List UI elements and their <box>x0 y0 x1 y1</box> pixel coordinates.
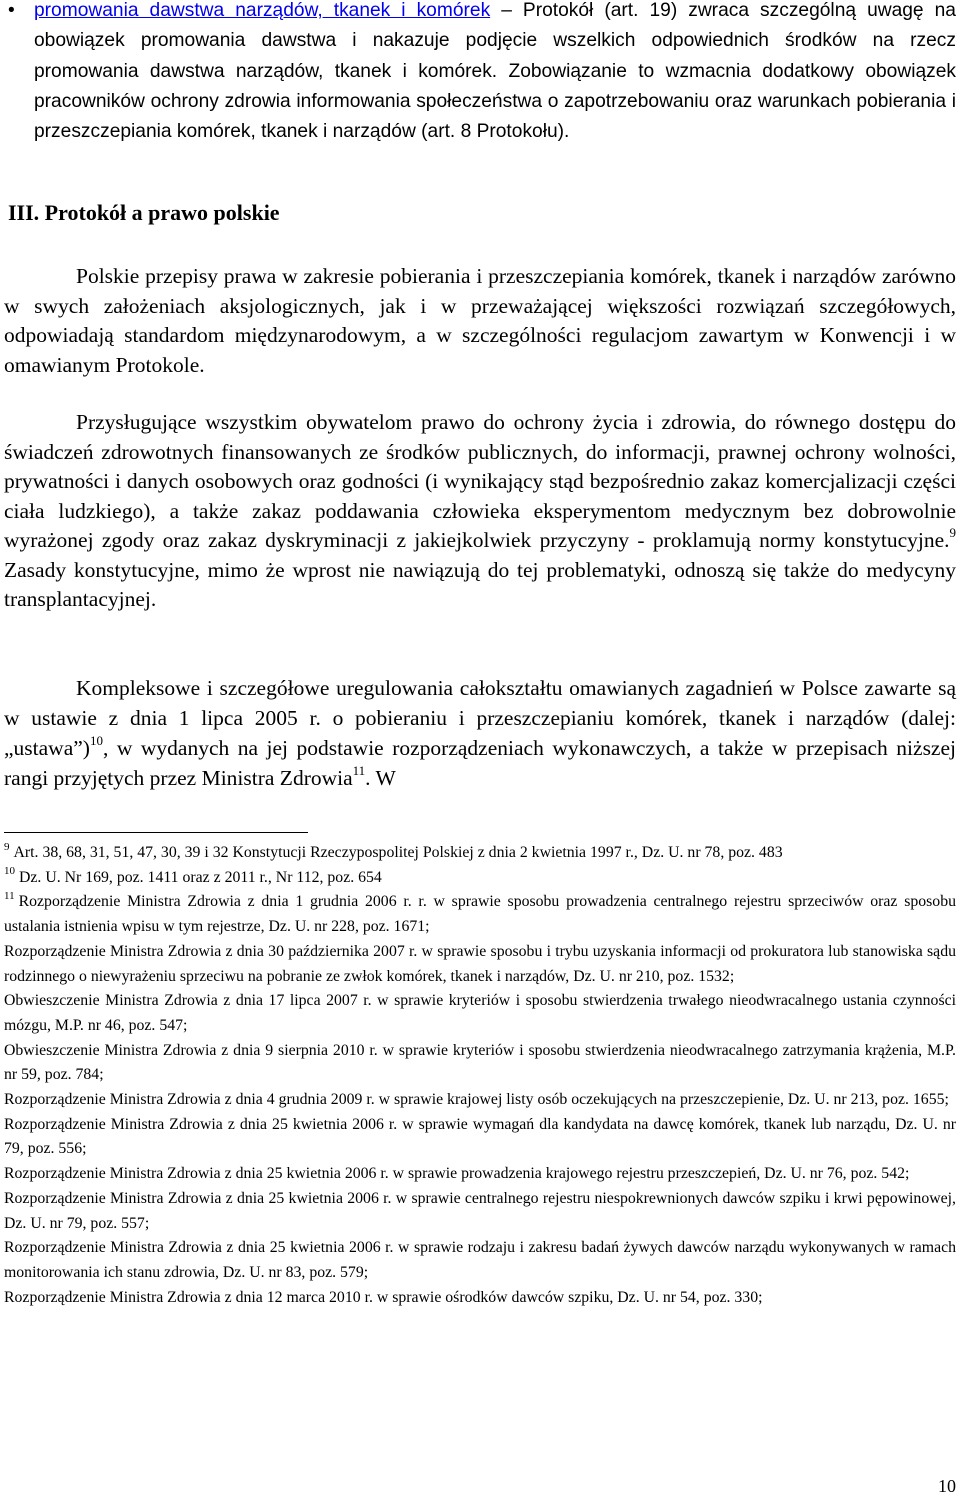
paragraph-text: . W <box>365 766 396 790</box>
footnote-number: 10 <box>4 865 15 878</box>
footnotes <box>4 841 956 1310</box>
footnote-11-item: Obwieszczenie Ministra Zdrowia z dnia 9 sierpnia 2010 r. w sprawie kryteriów i sposobu stwierdzenia nieodwracalnego zatrzymania krążenia, M.P. nr 59, poz. 784; <box>4 1041 956 1084</box>
footnote-11-item: Rozporządzenie Ministra Zdrowia z dnia 12 marca 2010 r. w sprawie ośrodków dawców szpiku, Dz. U. nr 54, poz. 330; <box>4 1288 763 1306</box>
footnote-ref-10[interactable]: 10 <box>89 732 103 748</box>
paragraph-text: Kompleksowe i szczegółowe uregulowania całokształtu omawianych zagadnień w Polsce zawarte są w ustawie z dnia 1 lipca 2005 r. o pobieraniu i przeszczepianiu komórek, tkanek i narządów (dalej: „ustawa”) <box>4 676 956 760</box>
footnote-9 <box>4 841 956 866</box>
paragraph-text: Przysługujące wszystkim obywatelom prawo do ochrony życia i zdrowia, do równego dostępu do świadczeń zdrowotnych finansowanych ze środków publicznych, do informacji, prawnej ochrony wolności, prywatności i danych osobowych oraz godności (i wynikający stąd bezpośrednio zakaz komercjalizacji części ciała ludzkiego), a także zakaz poddawania człowieka eksperymentom medycznym bez dobrowolnie wyrażonej zgody oraz zakaz dyskryminacji z jakiejkolwiek przyczyny - proklamują normy konstytucyjne. <box>4 410 956 552</box>
bullet-paragraph <box>8 0 956 147</box>
footnote-11-item: Rozporządzenie Ministra Zdrowia z dnia 30 października 2007 r. w sprawie sposobu i trybu uzyskania informacji od prokuratora lub stanowiska sądu rodzinnego o niewyrażeniu sprzeciwu na pobranie ze zwłok komórek, tkanek i narządów, Dz. U. nr 210, poz. 1532; <box>4 942 956 985</box>
footnote-11-item: Rozporządzenie Ministra Zdrowia z dnia 4 grudnia 2009 r. w sprawie krajowej listy osób oczekujących na przeszczepienie, Dz. U. nr 213, poz. 1655; <box>4 1091 949 1109</box>
bullet-body: – Protokół (art. 19) zwraca szczególną uwagę na obowiązek promowania dawstwa i nakazuje podjęcie wszelkich odpowiednich środków na rzecz promowania dawstwa narządów, tkanek i komórek. Zobowiązanie to wzmacnia dodatkowy obowiązek pracowników ochrony zdrowia informowania społeczeństwa o zapotrzebowaniu oraz warunkach pobierania i przeszczepiania komórek, tkanek i narządów (art. 8 Protokołu). <box>34 0 956 143</box>
footnote-number: 11 <box>4 890 15 903</box>
footnote-11-item: Obwieszczenie Ministra Zdrowia z dnia 17 lipca 2007 r. w sprawie kryteriów i sposobu stwierdzenia trwałego nieodwracalnego ustania czynności mózgu, M.P. nr 46, poz. 547; <box>4 992 956 1034</box>
footnote-text: Art. 38, 68, 31, 51, 47, 30, 39 i 32 Konstytucji Rzeczypospolitej Polskiej z dnia 2 kwietnia 1997 r., Dz. U. nr 78, poz. 483 <box>13 844 783 861</box>
footnote-11-item: Rozporządzenie Ministra Zdrowia z dnia 25 kwietnia 2006 r. w sprawie centralnego rejestru niespokrewnionych dawców szpiku i krwi pępowinowej, Dz. U. nr 79, poz. 557; <box>4 1189 956 1232</box>
footnote-text: Dz. U. Nr 169, poz. 1411 oraz z 2011 r., Nr 112, poz. 654 <box>19 868 382 886</box>
paragraph-constitutional-rights <box>4 408 956 615</box>
footnote-10 <box>4 866 956 891</box>
footnote-11-item: Rozporządzenie Ministra Zdrowia z dnia 25 kwietnia 2006 r. w sprawie rodzaju i zakresu badań żywych dawców narządu wykonywanych w ramach monitorowania ich stanu zdrowia, Dz. U. nr 83, poz. 579; <box>4 1239 956 1281</box>
paragraph-text: Zasady konstytucyjne, mimo że wprost nie nawiązują do tej problematyki, odnoszą się także do medycyny transplantacyjnej. <box>4 557 956 611</box>
footnote-number: 9 <box>4 840 10 853</box>
footnote-11 <box>4 890 956 939</box>
bullet-icon: • <box>8 0 15 21</box>
section-heading: III. Protokół a prawo polskie <box>8 200 280 225</box>
paragraph-polish-law: Polskie przepisy prawa w zakresie pobierania i przeszczepiania komórek, tkanek i narządów zarówno w swych założeniach aksjologicznych, jak i w przeważającej większości rozwiązań szczegółowych, odpowiadają standardom międzynarodowym, a w szczególności regulacjom zawartym w Konwencji i w omawianym Protokole. <box>4 264 956 377</box>
promotion-link[interactable]: promowania dawstwa narządów, tkanek i komórek <box>34 0 491 21</box>
footnote-item: Rozporządzenie Ministra Zdrowia z dnia 1 grudnia 2006 r. r. w sprawie sposobu prowadzenia centralnego rejestru sprzeciwów oraz sposobu ustalania istnienia wpisu w tym rejestrze, Dz. U. nr 228, poz. 1671; <box>4 893 956 936</box>
bullet-text <box>34 0 956 147</box>
footnote-ref-9[interactable]: 9 <box>949 524 956 540</box>
footnote-ref-11[interactable]: 11 <box>352 762 366 778</box>
paragraph-regulations <box>4 673 956 793</box>
footnote-separator <box>4 832 308 833</box>
footnote-11-item: Rozporządzenie Ministra Zdrowia z dnia 25 kwietnia 2006 r. w sprawie prowadzenia krajowego rejestru przeszczepień, Dz. U. nr 76, poz. 542; <box>4 1165 910 1183</box>
page-number: 10 <box>938 1476 956 1496</box>
paragraph-text: , w wydanych na jej podstawie rozporządzeniach wykonawczych, a także w przepisach niższej rangi przyjętych przez Ministra Zdrowia <box>4 736 956 790</box>
footnote-11-item: Rozporządzenie Ministra Zdrowia z dnia 25 kwietnia 2006 r. w sprawie wymagań dla kandydata na dawcę komórek, tkanek lub narządu, Dz. U. nr 79, poz. 556; <box>4 1115 956 1158</box>
